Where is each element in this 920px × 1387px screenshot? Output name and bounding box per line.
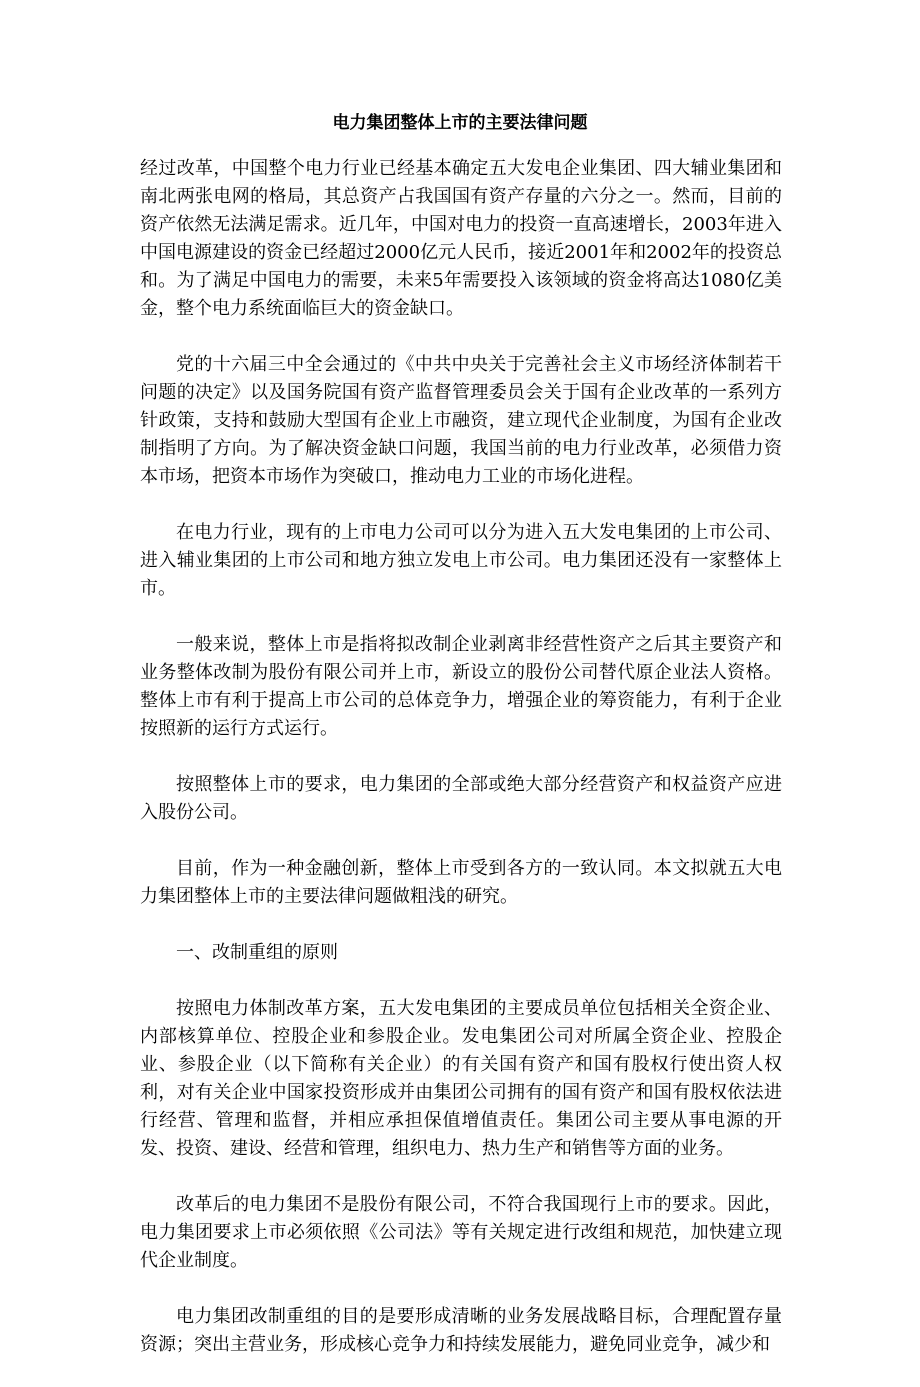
section-heading: 一、改制重组的原则: [176, 942, 338, 963]
paragraph-goal: 电力集团改制重组的目的是要形成清晰的业务发展战略目标，合理配置存量资源；突出主营业务，形成核心竞争力和持续发展能力，避免同业竞争，减少和: [140, 1306, 782, 1355]
paragraph-group-members: 按照电力体制改革方案，五大发电集团的主要成员单位包括相关全资企业、内部核算单位、控股企业和参股企业。发电集团公司对所属全资企业、控股企业、参股企业（以下简称有关企业）的有关国有资产和国有股权行使出资人权利，对有关企业中国家投资形成并由集团公司拥有的国有资产和国有股权依法进行经营、管理和监督，并相应承担保值增值责任。集团公司主要从事电源的开发、投资、建设、经营和管理，组织电力、热力生产和销售等方面的业务。: [140, 998, 782, 1159]
paragraph-policy: 党的十六届三中全会通过的《中共中央关于完善社会主义市场经济体制若干问题的决定》以及国务院国有资产监督管理委员会关于国有企业改革的一系列方针政策，支持和鼓励大型国有企业上市融资，建立现代企业制度，为国有企业改制指明了方向。为了解决资金缺口问题，我国当前的电力行业改革，必须借力资本市场，把资本市场作为突破口，推动电力工业的市场化进程。: [140, 354, 782, 487]
document-body: [140, 155, 782, 1387]
paragraph-purpose: 目前，作为一种金融创新，整体上市受到各方的一致认同。本文拟就五大电力集团整体上市的主要法律问题做粗浅的研究。: [140, 858, 782, 907]
paragraph-requirement: 按照整体上市的要求，电力集团的全部或绝大部分经营资产和权益资产应进入股份公司。: [140, 774, 782, 823]
paragraph-definition: 一般来说，整体上市是指将拟改制企业剥离非经营性资产之后其主要资产和业务整体改制为股份有限公司并上市，新设立的股份公司替代原企业法人资格。整体上市有利于提高上市公司的总体竞争力，增强企业的筹资能力，有利于企业按照新的运行方式运行。: [140, 634, 782, 739]
paragraph-restructuring: 改革后的电力集团不是股份有限公司，不符合我国现行上市的要求。因此，电力集团要求上市必须依照《公司法》等有关规定进行改组和规范，加快建立现代企业制度。: [140, 1194, 782, 1271]
document-title: 电力集团整体上市的主要法律问题: [332, 113, 588, 133]
paragraph-intro: 经过改革，中国整个电力行业已经基本确定五大发电企业集团、四大辅业集团和南北两张电网的格局，其总资产占我国国有资产存量的六分之一。然而，目前的资产依然无法满足需求。近几年，中国对电力的投资一直高速增长，2003年进入中国电源建设的资金已经超过2000亿元人民币，接近2001年和2002年的投资总和。为了满足中国电力的需要，未来5年需要投入该领域的资金将高达1080亿美金，整个电力系统面临巨大的资金缺口。: [140, 158, 782, 319]
paragraph-listed-companies: 在电力行业，现有的上市电力公司可以分为进入五大发电集团的上市公司、进入辅业集团的上市公司和地方独立发电上市公司。电力集团还没有一家整体上市。: [140, 522, 782, 599]
